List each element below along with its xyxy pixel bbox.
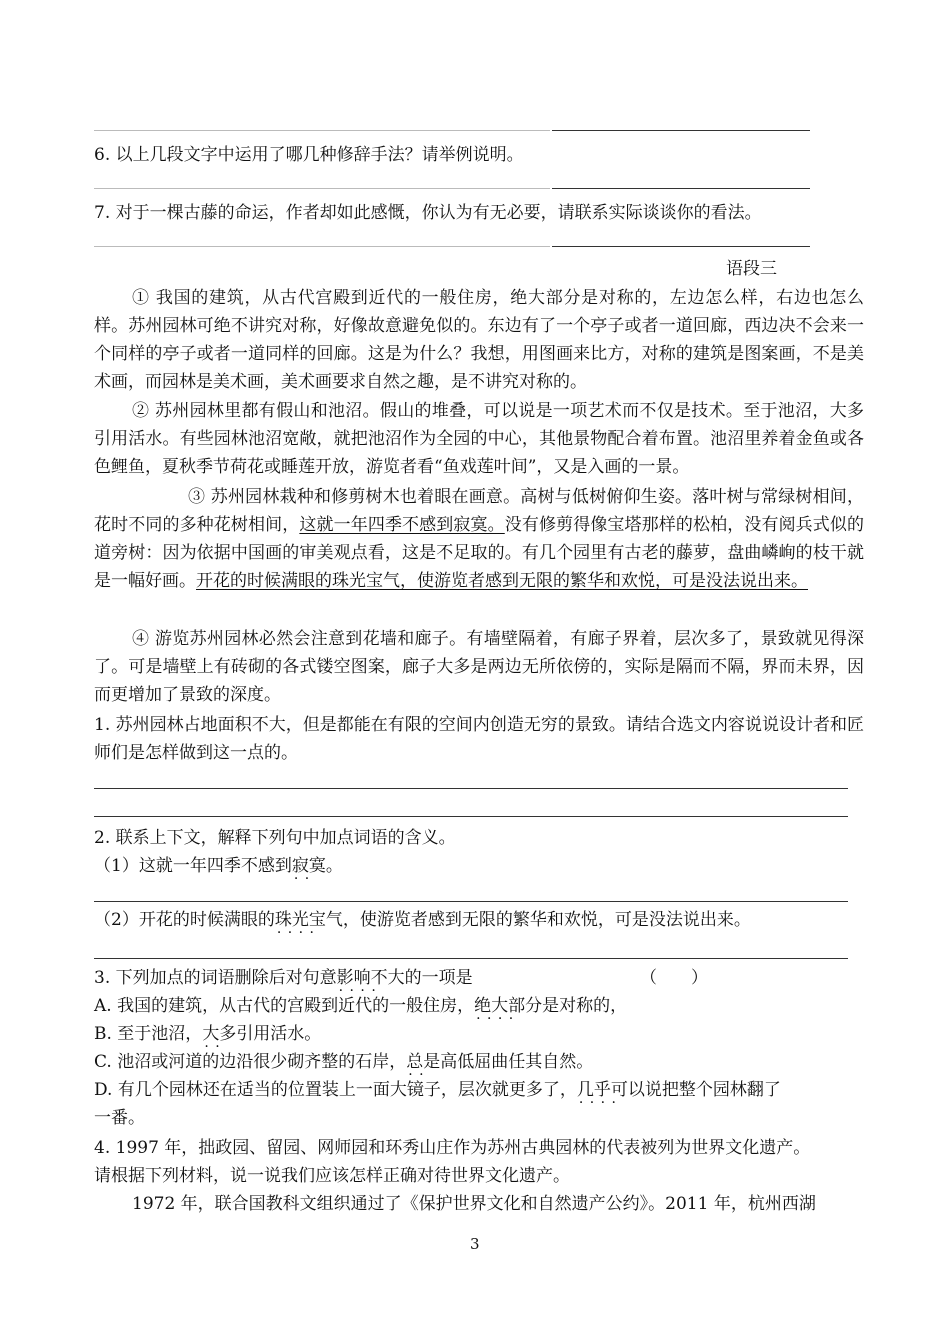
option-text: 是对称的， [542, 996, 628, 1016]
paragraph-text: ③ 苏州园林栽种和修剪树木也着眼在画意。高树与低树俯仰生姿。落叶树与常绿树相间，花时不同的多种花树相间， [94, 487, 864, 535]
dotted-word: 珠光宝气 · · · · [275, 906, 343, 934]
option-text: D. 有几个园林还在适当的位置装上一面大镜子，层次就更多了， [94, 1080, 577, 1100]
answer-line [94, 816, 848, 817]
underlined-sentence: 开花的时候满眼的珠光宝气，使游览者感到无限的繁华和欢悦，可是没法说出来。 [196, 571, 808, 591]
passage-paragraph-2 [94, 397, 864, 481]
passage-paragraph-3 [94, 483, 864, 595]
question-7: 7. 对于一棵古藤的命运，作者却如此感慨，你认为有无必要，请联系实际谈谈你的看法。 [94, 203, 762, 223]
question-6: 6. 以上几段文字中运用了哪几种修辞手法？请举例说明。 [94, 145, 524, 165]
answer-line [94, 901, 848, 902]
option-c [94, 1048, 593, 1076]
paragraph-text: ④ 游览苏州园林必然会注意到花墙和廊子。有墙壁隔着，有廊子界着，层次多了，景致就见得深了。可是墙壁上有砖砌的各式镂空图案，廊子大多是两边无所依傍的，实际是隔而不隔，界而未界，因而更增加了景致的深度。 [94, 629, 864, 705]
answer-line [94, 788, 848, 789]
underlined-sentence: 这就一年四季不感到寂寞。 [299, 515, 505, 535]
dotted-word: 绝大部分 · · · · [474, 992, 542, 1020]
answer-line [94, 246, 550, 247]
item-text: 。 [325, 856, 343, 876]
answer-line [94, 958, 848, 959]
question-4-material: 1972 年，联合国教科文组织通过了《保护世界文化和自然遗产公约》。2011 年，杭州西湖 [132, 1194, 816, 1214]
section-title: 语段三 [726, 259, 777, 279]
item-text: （1）这就一年四季不感到 [94, 856, 292, 876]
answer-line [94, 188, 550, 189]
item-text: ，使游览者感到无限的繁华和欢悦，可是没法说出来。 [342, 910, 751, 930]
option-text: C. 池沼或河道的边沿很少砌齐整的石岸， [94, 1052, 407, 1072]
paragraph-text: 没有修剪得像宝塔那样的松柏，没有阅兵式似的道旁树：因为依据中国画的审美观点看，这是不足取的。有几个园里有古老的藤萝，盘曲嶙峋的枝干就是一幅好画。 [94, 515, 865, 591]
question-4-line-2: 请根据下列材料，说一说我们应该怎样正确对待世界文化遗产。 [94, 1166, 570, 1186]
dotted-word: 影响不大 · · · · [337, 964, 405, 992]
answer-line [94, 130, 550, 131]
option-a [94, 992, 627, 1020]
option-b [94, 1020, 321, 1048]
question-text: 的一项是 [404, 968, 473, 988]
option-d [94, 1076, 781, 1104]
dotted-word: 总是 · · [406, 1048, 440, 1076]
question-4-line-1: 4. 1997 年，拙政园、留园、网师园和环秀山庄作为苏州古典园林的代表被列为世界文化遗产。 [94, 1138, 811, 1158]
question-3 [94, 964, 473, 992]
option-text: B. 至于池沼， [94, 1024, 203, 1044]
option-text: A. 我国的建筑，从古代的宫殿到近代的一般住房， [94, 996, 475, 1016]
dotted-word: 寂寞 · · [292, 852, 326, 880]
question-2: 2. 联系上下文，解释下列句中加点词语的含义。 [94, 828, 456, 848]
page-number: 3 [470, 1235, 480, 1253]
question-text: 1. 苏州园林占地面积不大，但是都能在有限的空间内创造无穷的景致。请结合选文内容说说设计者和匠师们是怎样做到这一点的。 [94, 715, 864, 763]
question-text: 3. 下列加点的词语删除后对句意 [94, 968, 337, 988]
passage-paragraph-4 [94, 625, 864, 709]
paragraph-text: ② 苏州园林里都有假山和池沼。假山的堆叠，可以说是一项艺术而不仅是技术。至于池沼，大多引用活水。有些园林池沼宽敞，就把池沼作为全园的中心，其他景物配合着布置。池沼里养着金鱼或各色鲤鱼，夏秋季节荷花或睡莲开放，游览者看“鱼戏莲叶间”，又是入画的一景。 [94, 401, 864, 477]
passage-paragraph-1 [94, 284, 864, 396]
answer-line [552, 246, 810, 247]
question-2-item-1 [94, 852, 343, 880]
option-text: 引用活水。 [236, 1024, 322, 1044]
answer-parentheses: （ ） [640, 968, 708, 988]
option-text: 高低屈曲任其自然。 [440, 1052, 594, 1072]
item-text: （2）开花的时候满眼的 [94, 910, 275, 930]
answer-line [552, 130, 810, 131]
dotted-word: 几乎可以说 · · · · [577, 1076, 662, 1104]
question-2-item-2 [94, 906, 751, 934]
dotted-word: 大多 · · [202, 1020, 236, 1048]
answer-line [552, 188, 810, 189]
question-1 [94, 711, 864, 767]
paragraph-text: ① 我国的建筑，从古代宫殿到近代的一般住房，绝大部分是对称的，左边怎么样，右边也怎么样。苏州园林可绝不讲究对称，好像故意避免似的。东边有了一个亭子或者一道回廊，西边决不会来一个同样的亭子或者一道同样的回廊。这是为什么？我想，用图画来比方，对称的建筑是图案画，不是美术画，而园林是美术画，美术画要求自然之趣，是不讲究对称的。 [94, 288, 864, 392]
option-text: 把整个园林翻了 [661, 1080, 781, 1100]
option-d-continued: 一番。 [94, 1108, 145, 1128]
